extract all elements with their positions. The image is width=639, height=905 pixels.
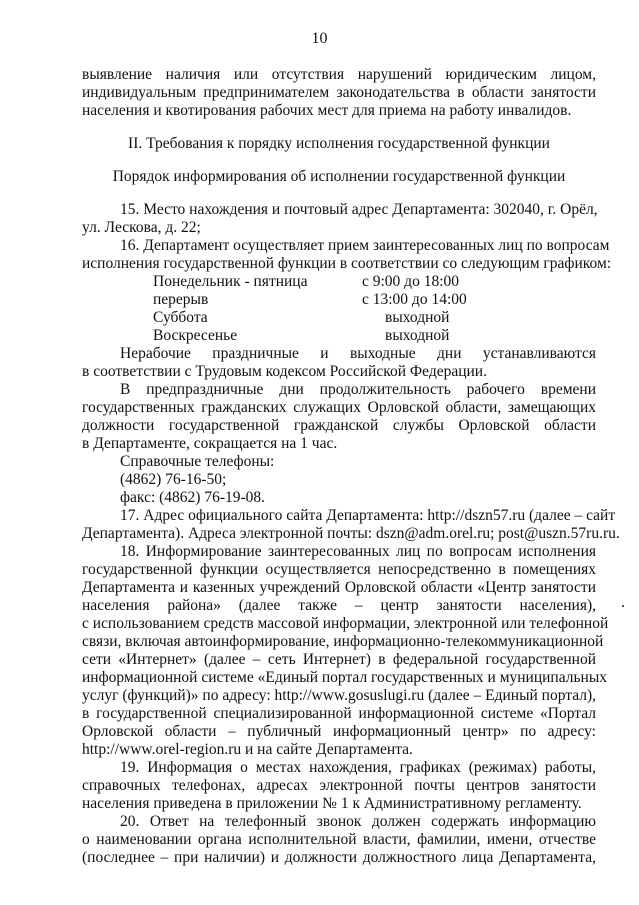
text-line: в Департаменте, сокращается на 1 час. (82, 435, 338, 452)
subheading: Порядок информирования об исполнении государственной функции (112, 168, 566, 185)
paragraph-18-line: населения района» (далее также – центр занятости населения), (82, 597, 596, 614)
paragraph-18-line: http://www.orel-region.ru и на сайте Департамента. (82, 741, 413, 758)
paragraph-16-line: 16. Департамент осуществляет прием заинтересованных лиц по вопросам (120, 237, 610, 254)
paragraph-18-line: с использованием средств массовой информации, электронной или телефонной (82, 615, 609, 632)
section-heading: II. Требования к порядку исполнения государственной функции (128, 135, 550, 152)
paragraph-18-line: Орловской области – публичный информационный центр» по адресу: (82, 723, 596, 740)
schedule-day: Воскресенье (153, 327, 238, 344)
text-line: в соответствии с Трудовым кодексом Российской Федерации. (82, 363, 487, 380)
text-line: государственных гражданских служащих Орловской области, замещающих (82, 399, 596, 416)
page-number: 10 (311, 30, 328, 47)
text-line: Нерабочие праздничные и выходные дни устанавливаются (120, 345, 596, 362)
paragraph-20-line: 20. Ответ на телефонный звонок должен содержать информацию (120, 813, 596, 830)
text-line: В предпраздничные дни продолжительность рабочего времени (120, 381, 596, 398)
paragraph-18-line: 18. Информирование заинтересованных лиц по вопросам исполнения (120, 543, 596, 560)
schedule-day: Суббота (153, 309, 208, 326)
paragraph-18-line: государственной функции осуществляется непосредственно в помещениях (82, 561, 596, 578)
paragraph-17-line: Департамента). Адреса электронной почты: dszn@adm.orel.ru; post@uszn.57ru.ru. (82, 525, 620, 542)
paragraph-15-line: 15. Место нахождения и почтовый адрес Департамента: 302040, г. Орёл, (120, 201, 598, 218)
paragraph-19-line: населения приведена в приложении № 1 к Административному регламенту. (82, 795, 582, 812)
phones-label: Справочные телефоны: (120, 453, 275, 470)
scan-speck (622, 605, 624, 607)
schedule-day: Понедельник - пятница (153, 273, 308, 290)
text-line: населения и квотирования рабочих мест для приема на работу инвалидов. (82, 102, 572, 119)
text-line: должности государственной гражданской службы Орловской области (82, 417, 596, 434)
paragraph-16-line: исполнения государственной функции в соответствии со следующим графиком: (82, 255, 612, 272)
schedule-day: перерыв (153, 291, 209, 308)
text-line: индивидуальным предпринимателем законодательства в области занятости (82, 84, 596, 101)
phone-number: (4862) 76-16-50; (120, 471, 227, 488)
paragraph-15-line: ул. Лескова, д. 22; (82, 219, 201, 236)
paragraph-18-line: связи, включая автоинформирование, информационно-телекоммуникационной (82, 633, 604, 650)
schedule-time: с 13:00 до 14:00 (362, 291, 467, 308)
paragraph-20-line: (последнее – при наличии) и должности должностного лица Департамента, (82, 849, 596, 866)
schedule-time: с 9:00 до 18:00 (362, 273, 460, 290)
schedule-time: выходной (385, 309, 450, 326)
paragraph-18-line: сети «Интернет» (далее – сеть Интернет) в федеральной государственной (82, 651, 596, 668)
paragraph-18-line: услуг (функций)» по адресу: http://www.gosuslugi.ru (далее – Единый портал), (82, 687, 597, 704)
paragraph-19-line: 19. Информация о местах нахождения, графиках (режимах) работы, (120, 759, 596, 776)
fax-number: факс: (4862) 76-19-08. (120, 489, 266, 506)
text-line: выявление наличия или отсутствия нарушений юридическим лицом, (82, 66, 596, 83)
paragraph-20-line: о наименовании органа исполнительной власти, фамилии, имени, отчестве (82, 831, 596, 848)
paragraph-18-line: в государственной специализированной информационной системе «Портал (82, 705, 596, 722)
paragraph-18-line: Департамента и казенных учреждений Орловской области «Центр занятости (82, 579, 596, 596)
paragraph-19-line: справочных телефонах, адресах электронной почты центров занятости (82, 777, 596, 794)
schedule-time: выходной (385, 327, 450, 344)
paragraph-17-line: 17. Адрес официального сайта Департамента: http://dszn57.ru (далее – сайт (120, 507, 616, 524)
paragraph-18-line: информационной системе «Единый портал государственных и муниципальных (82, 669, 608, 686)
